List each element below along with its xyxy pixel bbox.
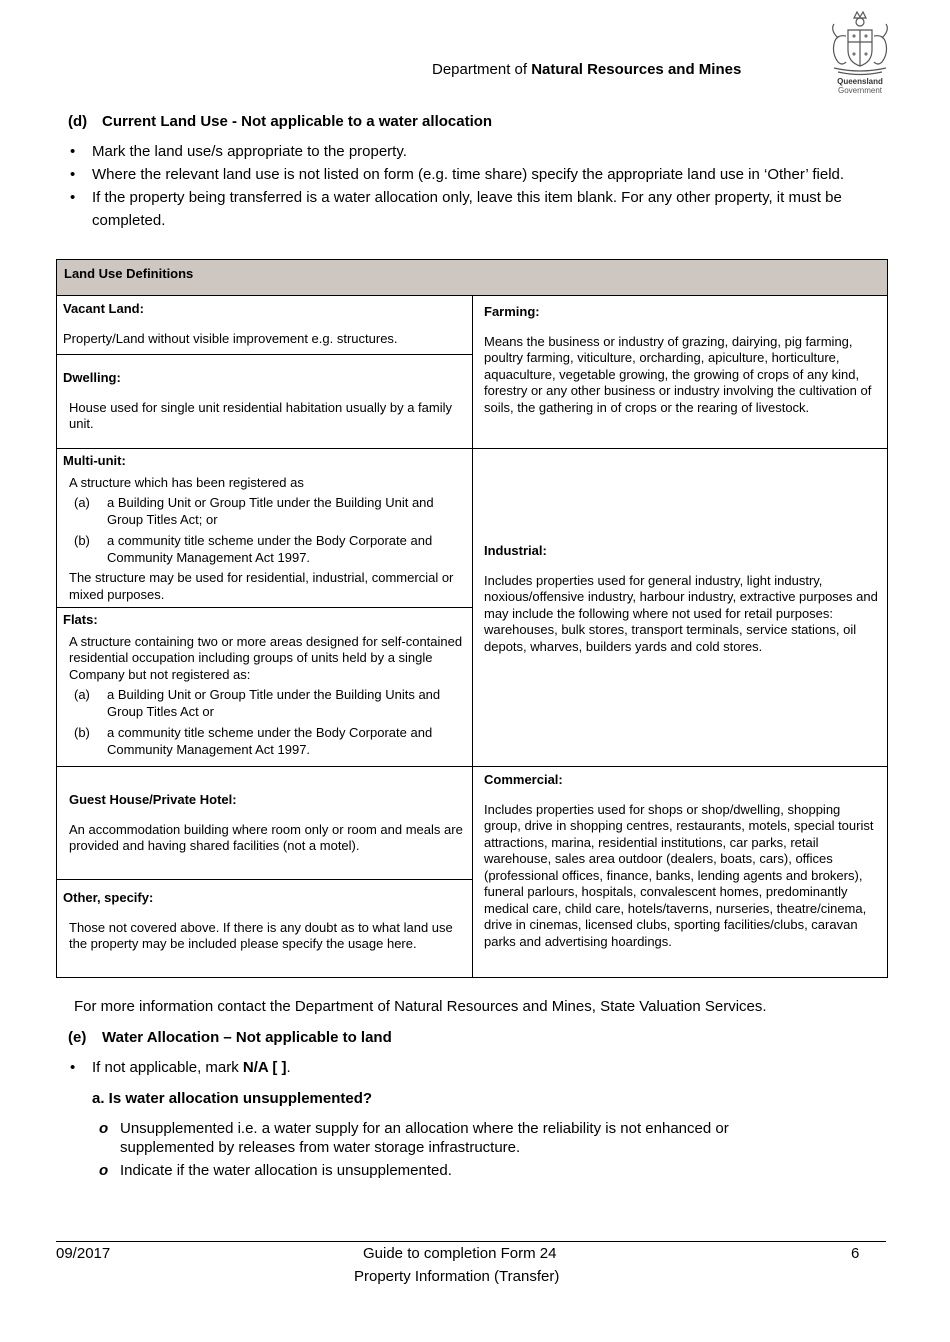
cell-text: Property/Land without visible improvement e.g. structures.	[63, 330, 398, 346]
cell-commercial	[484, 772, 879, 950]
cell-text: Those not covered above. If there is any doubt as to what land use the property may be included please specify the usage here.	[69, 919, 453, 951]
list-item: • If the property being transferred is a water allocation only, leave this item blank. For any other property, it must be completed.	[68, 186, 888, 232]
page-number: 6	[851, 1245, 860, 1262]
land-use-definitions-table	[56, 259, 888, 978]
cell-flats	[63, 612, 465, 758]
item-text: a community title scheme under the Body Corporate and Community Management Act 1997.	[107, 533, 433, 565]
table-header-label: Land Use Definitions	[64, 266, 194, 281]
cell-title: Guest House/Private Hotel:	[69, 792, 237, 807]
table-header	[57, 260, 887, 296]
water-allocation-subheading: a. Is water allocation unsupplemented?	[92, 1090, 373, 1107]
bullet-bold: N/A [ ]	[242, 1059, 287, 1076]
footer-title-line1: Guide to completion Form 24	[363, 1245, 557, 1262]
footer-divider	[56, 1241, 886, 1242]
bullet-suffix: .	[286, 1059, 291, 1076]
cell-title: Flats:	[63, 612, 98, 627]
cell-farming	[484, 304, 879, 416]
list-item	[63, 687, 465, 720]
row-divider	[57, 766, 887, 767]
logo-text-government: Government	[837, 86, 883, 95]
list-item: o Indicate if the water allocation is unsupplemented.	[93, 1161, 793, 1180]
cell-title: Other, specify:	[63, 890, 154, 905]
item-tag: (b)	[74, 533, 90, 548]
water-allocation-sub-bullets	[93, 1119, 793, 1184]
list-item	[63, 725, 465, 758]
list-item: o Unsupplemented i.e. a water supply for an allocation where the reliability is not enhanced or supplemented by releases from water storage infrastructure.	[93, 1119, 793, 1157]
cell-title: Vacant Land:	[63, 301, 144, 316]
queensland-coat-of-arms-icon	[824, 8, 896, 76]
queensland-government-logo	[824, 8, 896, 96]
footer-title-line2: Property Information (Transfer)	[354, 1268, 560, 1285]
cell-text: The structure may be used for residential, industrial, commercial or mixed purposes.	[69, 570, 454, 602]
section-e-bullets	[68, 1056, 888, 1079]
department-title	[432, 61, 741, 78]
cell-title: Farming:	[484, 304, 540, 319]
cell-text: Means the business or industry of grazing, dairying, pig farming, poultry farming, viticulture, orcharding, apiculture, horticulture, aquaculture, vegetable growing, the growing of crops of any kind, forestry or any other business or industry involving the cultivation of soils, the gathering in of crops or the rearing of livestock.	[484, 333, 872, 415]
section-e-heading	[68, 1029, 392, 1046]
list-item: • Where the relevant land use is not listed on form (e.g. time share) specify the appropriate land use in ‘Other’ field.	[68, 163, 888, 186]
department-name: Natural Resources and Mines	[531, 61, 742, 78]
cell-title: Multi-unit:	[63, 453, 126, 468]
section-d-bullets	[68, 140, 888, 232]
logo-text-queensland: Queensland	[837, 77, 883, 86]
cell-divider	[57, 879, 472, 880]
row-divider	[57, 448, 887, 449]
item-text: a Building Unit or Group Title under the Building Unit and Group Titles Act; or	[107, 495, 434, 527]
footer-date: 09/2017	[56, 1245, 111, 1262]
department-prefix: Department of	[432, 61, 532, 78]
item-text: a Building Unit or Group Title under the Building Units and Group Titles Act or	[107, 687, 441, 719]
list-item	[63, 533, 465, 566]
item-text: a community title scheme under the Body Corporate and Community Management Act 1997.	[107, 725, 433, 757]
cell-other-specify	[63, 890, 463, 953]
cell-text: A structure containing two or more areas designed for self-contained residential occupation including groups of units held by a single Company but not registered as:	[69, 633, 463, 682]
section-d-title: Current Land Use - Not applicable to a water allocation	[102, 113, 493, 130]
cell-text: A structure which has been registered as	[69, 474, 304, 490]
cell-text: House used for single unit residential habitation usually by a family unit.	[69, 399, 452, 431]
cell-text: Includes properties used for general industry, light industry, noxious/offensive industry, harbour industry, extractive purposes and may include the following where not used for retail purposes: warehouses, bulk stores, transport terminals, service stations, oil depots, wharves, builders yards and cold stores.	[484, 572, 878, 654]
cell-industrial	[484, 543, 879, 655]
cell-divider	[57, 354, 472, 355]
section-e-title: Water Allocation – Not applicable to land	[102, 1029, 392, 1046]
cell-title: Dwelling:	[63, 370, 121, 385]
cell-guest-house	[69, 792, 464, 855]
cell-text: An accommodation building where room only or room and meals are provided and having shared facilities (not a motel).	[69, 821, 463, 853]
cell-title: Industrial:	[484, 543, 547, 558]
column-divider	[472, 296, 473, 978]
cell-vacant-land	[63, 301, 463, 347]
more-information-text: For more information contact the Department of Natural Resources and Mines, State Valuation Services.	[74, 998, 767, 1015]
section-d-label: (d)	[68, 113, 88, 130]
cell-multi-unit	[63, 453, 465, 603]
cell-text: Includes properties used for shops or shop/dwelling, shopping group, drive in shopping centres, restaurants, motels, special tourist attractions, marina, residential institutions, car parks, retail warehouse, sales area outdoor (dealers, boats, cars), offices (professional offices, finance, banks, lending agents and brokers), funeral parlours, hospitals, convalescent homes, predominantly medical care, child care, hotels/taverns, nurseries, theatre/cinema, drive in cinemas, licensed clubs, sporting facilities/clubs, caravan parks and advertising hoardings.	[484, 801, 874, 949]
cell-title: Commercial:	[484, 772, 563, 787]
cell-dwelling	[63, 370, 463, 433]
bullet-prefix: If not applicable, mark	[92, 1059, 243, 1076]
list-item: • Mark the land use/s appropriate to the property.	[68, 140, 888, 163]
list-item	[63, 495, 465, 528]
section-d-heading	[68, 113, 492, 130]
item-tag: (b)	[74, 725, 90, 740]
item-tag: (a)	[74, 687, 90, 702]
list-item	[68, 1056, 888, 1079]
section-e-label: (e)	[68, 1029, 87, 1046]
cell-divider	[57, 607, 472, 608]
item-tag: (a)	[74, 495, 90, 510]
